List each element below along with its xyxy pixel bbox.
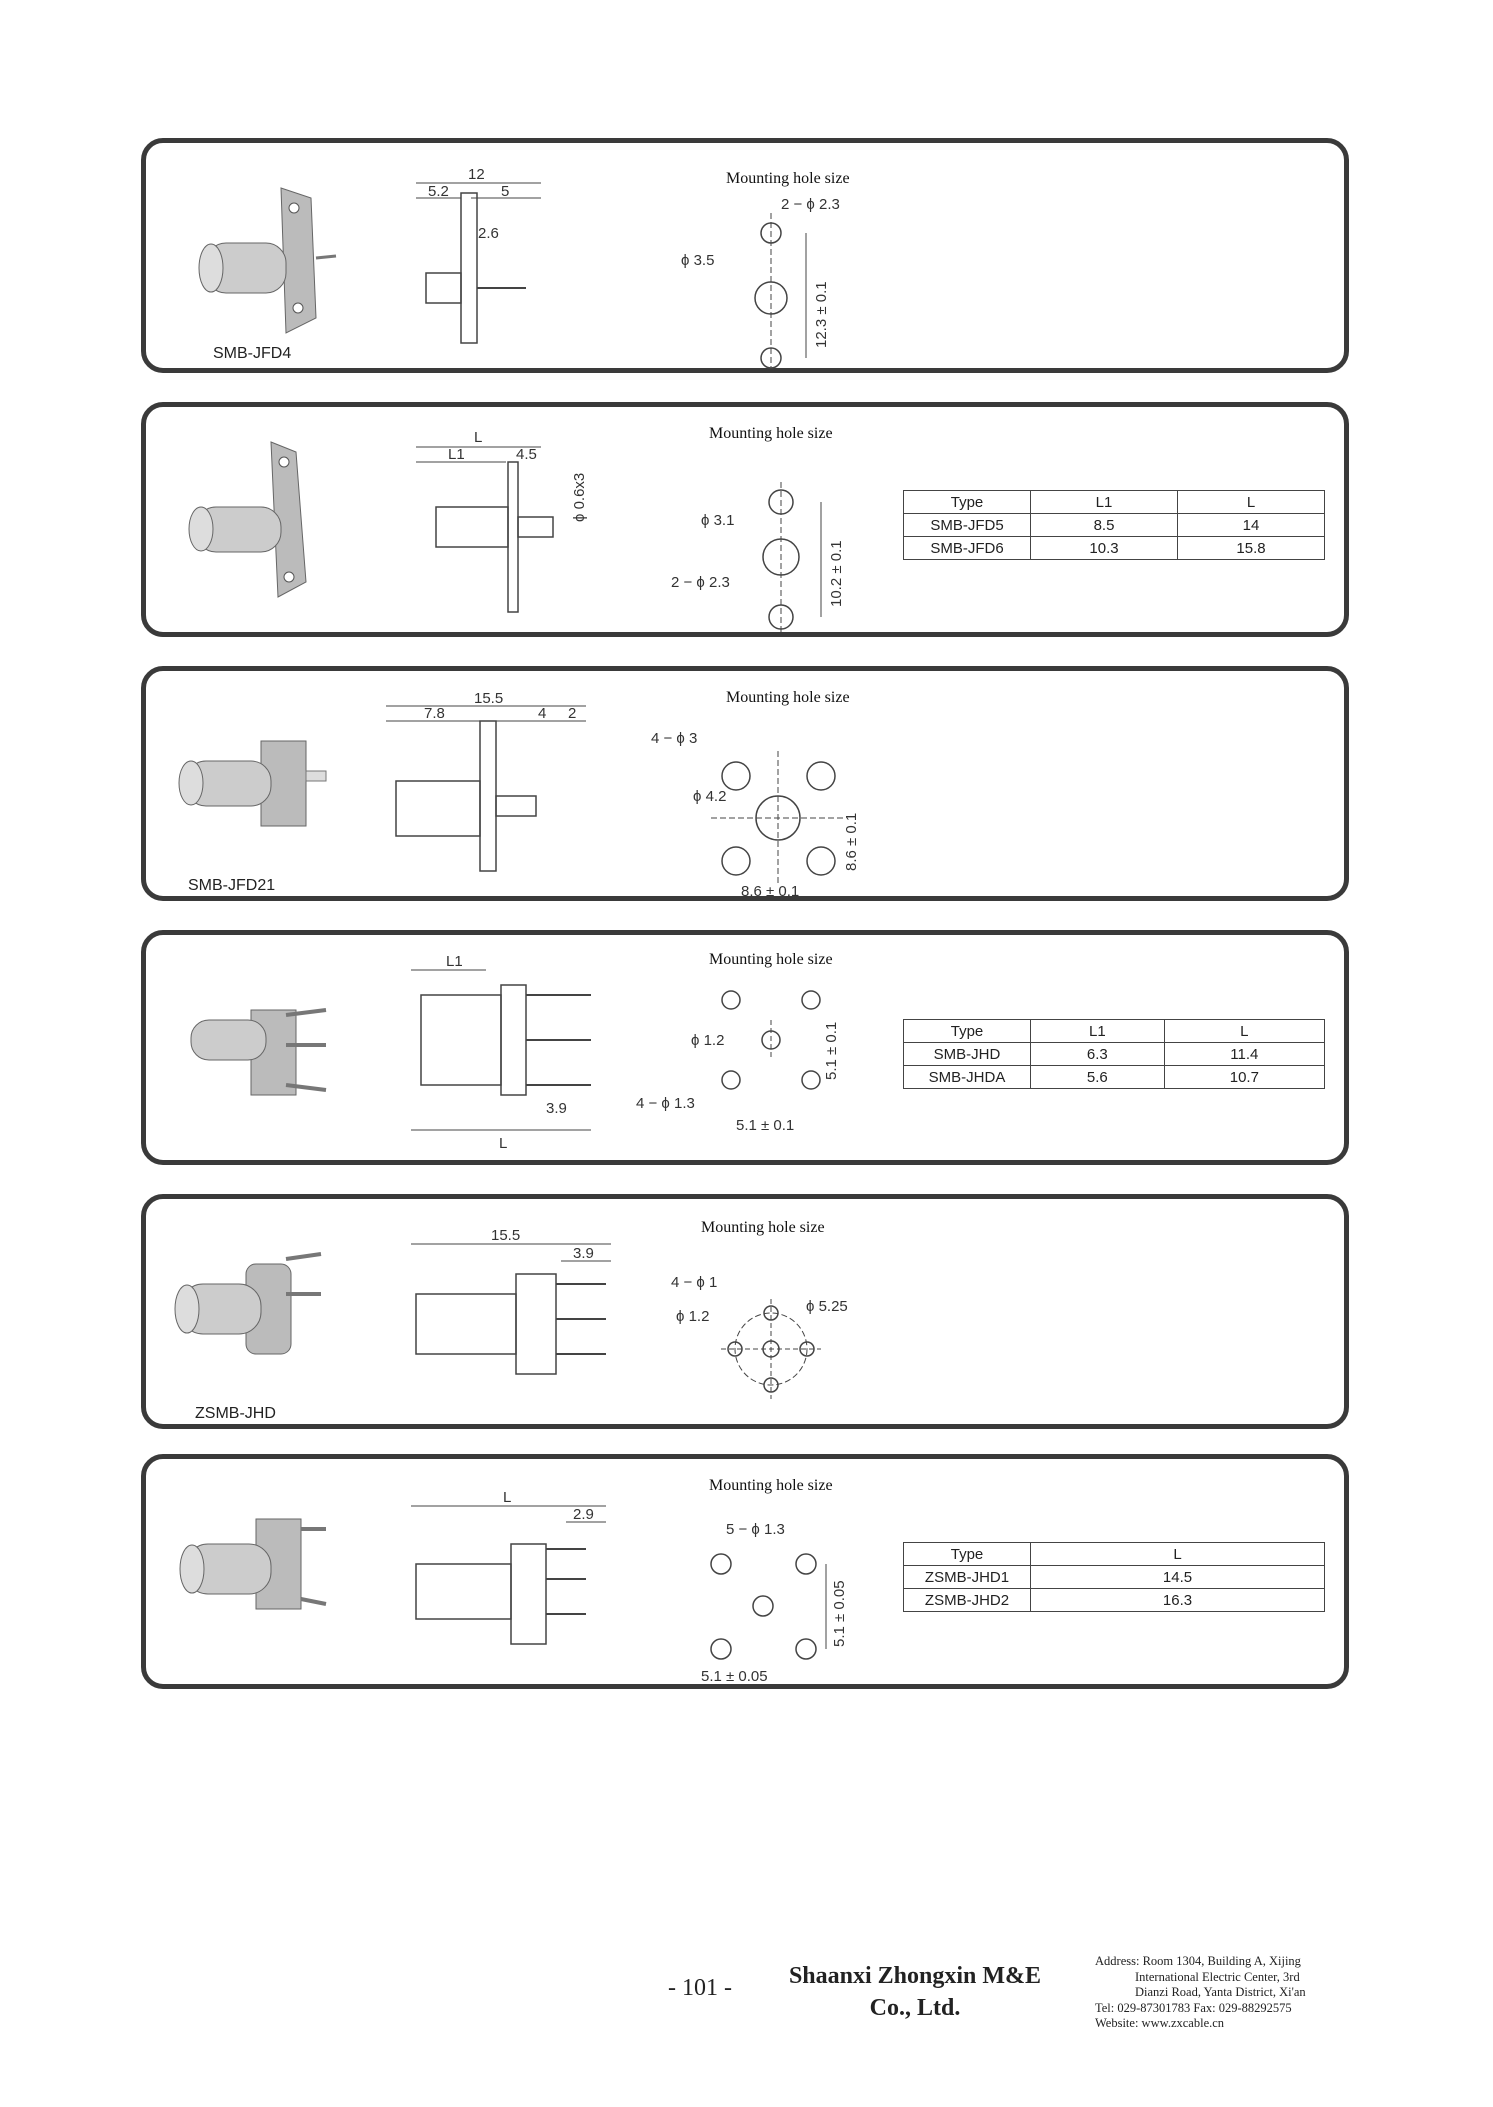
mounting-hole-title: Mounting hole size xyxy=(726,170,850,187)
side-view-drawing xyxy=(386,681,606,881)
table-header-cell: L xyxy=(1178,491,1325,514)
product-panel-smb-jhd xyxy=(141,930,1349,1165)
table-row xyxy=(904,514,1325,537)
hole-spec-3: 5.1 ± 0.05 xyxy=(701,1668,768,1685)
dim-overall: 15.5 xyxy=(474,690,504,707)
dim-left: 7.8 xyxy=(424,705,445,722)
contact-block xyxy=(1095,1954,1355,2032)
dim-left: 5.2 xyxy=(428,183,449,200)
mounting-hole-diagram xyxy=(681,193,881,363)
table-cell: SMB-JFD6 xyxy=(904,537,1031,560)
table-header-row xyxy=(904,491,1325,514)
table-header-cell: L xyxy=(1031,1543,1325,1566)
hole-spec-3: 5.1 ± 0.1 xyxy=(823,1021,840,1080)
hole-spec-2: ϕ 3.5 xyxy=(681,252,715,269)
company-name-line1: Shaanxi Zhongxin M&E xyxy=(788,1963,1042,1989)
hole-spec-1: ϕ 1.2 xyxy=(691,1032,725,1049)
phone-fax-line: Tel: 029-87301783 Fax: 029-88292575 xyxy=(1095,2000,1292,2015)
dim-l1: L1 xyxy=(446,953,463,970)
product-label: SMB-JFD4 xyxy=(213,345,292,362)
table-header-cell: L1 xyxy=(1031,1020,1165,1043)
product-panel-smb-jfd21 xyxy=(141,666,1349,901)
connector-photo xyxy=(166,731,346,881)
side-view-drawing xyxy=(411,950,631,1150)
hole-spec-2: 2 − ϕ 2.3 xyxy=(671,574,730,591)
table-row xyxy=(904,1043,1325,1066)
dim-pin: 2.9 xyxy=(573,1506,594,1523)
dim-pin: 3.9 xyxy=(546,1100,567,1117)
website-line: Website: www.zxcable.cn xyxy=(1095,2016,1225,2030)
hole-spec-3: 12.3 ± 0.1 xyxy=(813,281,830,348)
mounting-hole-title: Mounting hole size xyxy=(709,1477,833,1494)
hole-spec-1: 5 − ϕ 1.3 xyxy=(726,1521,785,1538)
dim-pin: ϕ 0.6x3 xyxy=(571,472,588,522)
dimension-table xyxy=(903,490,1325,560)
mounting-hole-title: Mounting hole size xyxy=(701,1219,825,1236)
table-cell: 16.3 xyxy=(1031,1589,1325,1612)
address-line: International Electric Center, 3rd xyxy=(1135,1969,1300,1984)
hole-spec-2: 4 − ϕ 1.3 xyxy=(636,1095,695,1112)
side-view-drawing xyxy=(411,1219,631,1419)
mounting-hole-title: Mounting hole size xyxy=(709,425,833,442)
table-cell: 14.5 xyxy=(1031,1566,1325,1589)
product-panel-zsmb-jhd1-2 xyxy=(141,1454,1349,1689)
hole-spec-1: 4 − ϕ 3 xyxy=(651,730,698,747)
table-cell: 8.5 xyxy=(1031,514,1178,537)
side-view-drawing xyxy=(416,422,616,622)
hole-spec-1: ϕ 3.1 xyxy=(701,512,735,529)
table-cell: 10.3 xyxy=(1031,537,1178,560)
connector-photo xyxy=(176,168,346,348)
dim-l: L xyxy=(499,1135,508,1152)
dim-l: L xyxy=(503,1489,512,1506)
mounting-hole-diagram xyxy=(636,980,856,1160)
address-line: Dianzi Road, Yanta District, Xi'an xyxy=(1135,1985,1306,1999)
mounting-hole-title: Mounting hole size xyxy=(709,951,833,968)
mounting-hole-diagram xyxy=(666,1249,886,1419)
dimension-table xyxy=(903,1019,1325,1089)
table-row xyxy=(904,537,1325,560)
table-header-cell: L1 xyxy=(1031,491,1178,514)
dimension-table xyxy=(903,1542,1325,1612)
mounting-hole-diagram xyxy=(666,1509,886,1685)
connector-photo xyxy=(171,432,341,612)
dim-mid: 4 xyxy=(538,705,547,722)
table-cell: SMB-JHDA xyxy=(904,1066,1031,1089)
table-cell: 6.3 xyxy=(1031,1043,1165,1066)
table-header-row xyxy=(904,1020,1325,1043)
hole-spec-4: 5.1 ± 0.1 xyxy=(736,1117,795,1134)
hole-spec-1: 2 − ϕ 2.3 xyxy=(781,196,840,213)
hole-spec-2: 5.1 ± 0.05 xyxy=(831,1580,848,1647)
table-cell: 5.6 xyxy=(1031,1066,1165,1089)
table-header-row xyxy=(904,1543,1325,1566)
table-header-cell: Type xyxy=(904,1543,1031,1566)
company-name xyxy=(770,1960,1060,2024)
mounting-hole-diagram xyxy=(671,457,871,627)
table-row xyxy=(904,1589,1325,1612)
hole-spec-3: ϕ 5.25 xyxy=(806,1298,848,1315)
dim-l1: L1 xyxy=(448,446,465,463)
dim-right: 4.5 xyxy=(516,446,537,463)
table-cell: 14 xyxy=(1178,514,1325,537)
dim-flange: 2.6 xyxy=(478,225,499,242)
dim-overall: 15.5 xyxy=(491,1227,521,1244)
company-name-line2: Co., Ltd. xyxy=(869,1995,961,2021)
address-line: Address: Room 1304, Building A, Xijing xyxy=(1095,1954,1301,1968)
table-cell: SMB-JFD5 xyxy=(904,514,1031,537)
product-label: SMB-JFD21 xyxy=(188,877,276,894)
dim-right: 5 xyxy=(501,183,510,200)
table-header-cell: Type xyxy=(904,491,1031,514)
page-number: - 101 - xyxy=(668,1975,732,2001)
hole-spec-2: ϕ 4.2 xyxy=(693,788,727,805)
hole-spec-3: 8.6 ± 0.1 xyxy=(843,812,860,871)
dim-overall: 12 xyxy=(468,166,485,183)
product-panel-smb-jfd5-6 xyxy=(141,402,1349,637)
table-cell: SMB-JHD xyxy=(904,1043,1031,1066)
table-cell: 11.4 xyxy=(1164,1043,1324,1066)
table-cell: ZSMB-JHD2 xyxy=(904,1589,1031,1612)
connector-photo xyxy=(176,1504,356,1654)
hole-spec-1: 4 − ϕ 1 xyxy=(671,1274,718,1291)
product-panel-smb-jfd4 xyxy=(141,138,1349,373)
connector-photo xyxy=(176,985,356,1135)
connector-photo xyxy=(171,1254,351,1404)
dim-pin: 3.9 xyxy=(573,1245,594,1262)
table-cell: 10.7 xyxy=(1164,1066,1324,1089)
product-label: ZSMB-JHD xyxy=(195,1405,276,1422)
hole-spec-4: 8.6 ± 0.1 xyxy=(741,883,800,900)
mounting-hole-diagram xyxy=(651,721,871,900)
side-view-drawing xyxy=(411,1474,631,1674)
side-view-drawing xyxy=(416,153,556,353)
table-cell: 15.8 xyxy=(1178,537,1325,560)
mounting-hole-title: Mounting hole size xyxy=(726,689,850,706)
table-header-cell: Type xyxy=(904,1020,1031,1043)
hole-spec-3: 10.2 ± 0.1 xyxy=(828,540,845,607)
table-cell: ZSMB-JHD1 xyxy=(904,1566,1031,1589)
hole-spec-2: ϕ 1.2 xyxy=(676,1308,710,1325)
product-panel-zsmb-jhd xyxy=(141,1194,1349,1429)
table-header-cell: L xyxy=(1164,1020,1324,1043)
table-row xyxy=(904,1566,1325,1589)
dim-right: 2 xyxy=(568,705,577,722)
table-row xyxy=(904,1066,1325,1089)
dim-overall: L xyxy=(474,429,483,446)
